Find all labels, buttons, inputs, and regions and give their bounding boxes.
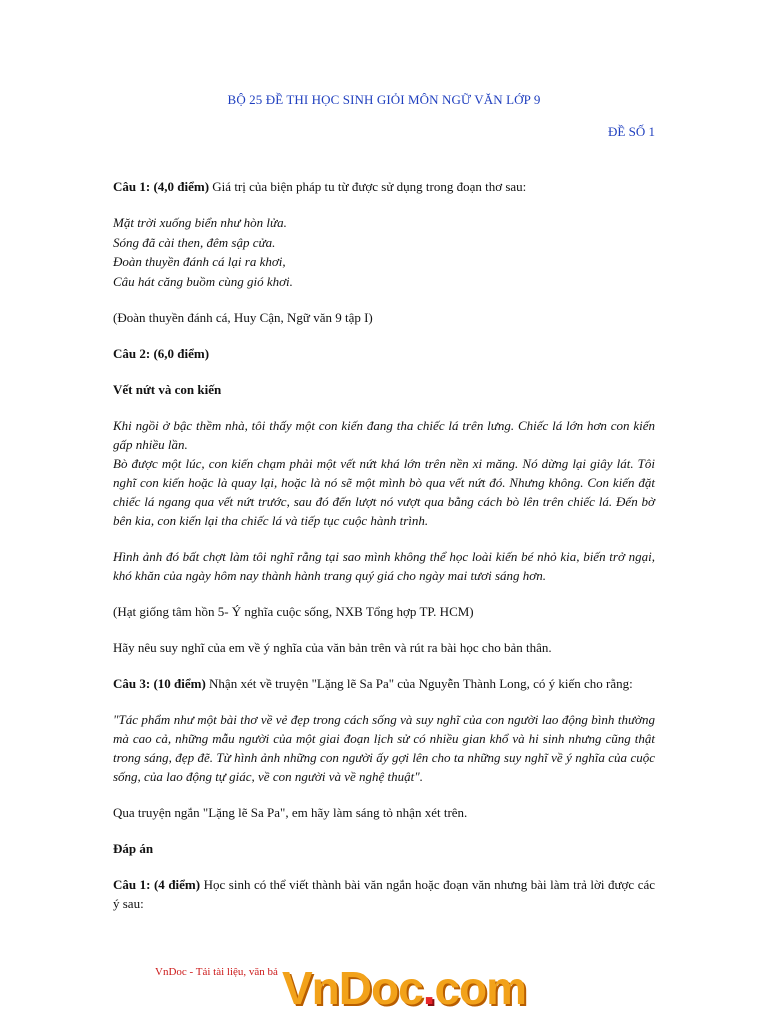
question-3 <box>113 674 655 693</box>
story-paragraph: Bò được một lúc, con kiến chạm phải một vết nứt khá lớn trên nền xi măng. Nó dừng lại giây lát. Tôi nghĩ con kiến hoặc là quay lại, hoặc là nó sẽ một mình bò qua vết nứt đó. Nhưng không. Con kiến đặt chiếc lá ngang qua vết nứt trước, sau đó đến lượt nó vượt qua bằng cách bò lên trên chiếc lá. Đến bờ bên kia, con kiến lại tha chiếc lá và tiếp tục cuộc hành trình. <box>113 456 655 528</box>
question-1-label: Câu 1: (4,0 điểm) <box>113 179 210 194</box>
question-2 <box>113 344 655 363</box>
story-source: (Hạt giống tâm hồn 5- Ý nghĩa cuộc sống, NXB Tổng hợp TP. HCM) <box>113 604 474 619</box>
poem-line: Mặt trời xuống biển như hòn lửa. <box>113 215 287 230</box>
question-3-text: Nhận xét về truyện "Lặng lẽ Sa Pa" của Nguyễn Thành Long, có ý kiến cho rằng: <box>205 676 633 691</box>
story-paragraph: Khi ngồi ở bậc thềm nhà, tôi thấy một con kiến đang tha chiếc lá trên lưng. Chiếc lá lớn hơn con kiến gấp nhiều lần. <box>113 418 655 452</box>
question-1-text: Giá trị của biện pháp tu từ được sử dụng trong đoạn thơ sau: <box>209 179 527 194</box>
poem-line: Sóng đã cài then, đêm sập cửa. <box>113 234 276 250</box>
story-paragraph: Hình ảnh đó bất chợt làm tôi nghĩ rằng tại sao mình không thể học loài kiến bé nhỏ kia, biến trở ngại, khó khăn của ngày hôm nay thành hành trang quý giá cho ngày mai tươi sáng hơn. <box>113 549 655 583</box>
vndoc-logo[interactable]: VnDoc.com <box>282 962 527 1014</box>
question-2-label: Câu 2: (6,0 điểm) <box>113 346 210 361</box>
footer-text: VnDoc - Tải tài liệu, văn bả <box>155 966 278 978</box>
story-text <box>113 416 655 530</box>
document-body <box>113 177 655 913</box>
poem-excerpt <box>113 213 655 291</box>
answer-heading: Đáp án <box>113 841 154 856</box>
poem-source: (Đoàn thuyền đánh cá, Huy Cận, Ngữ văn 9 tập I) <box>113 310 373 325</box>
question-3-label: Câu 3: (10 điểm) <box>113 676 206 691</box>
question-1 <box>113 177 655 196</box>
answer-1-text: Học sinh có thể viết thành bài văn ngắn hoặc đoạn văn nhưng bài làm trả lời được các ý sau: <box>113 877 656 911</box>
answer-1-label: Câu 1: (4 điểm) <box>113 877 201 892</box>
poem-line: Câu hát căng buồm cùng gió khơi. <box>113 273 293 289</box>
question-2-task: Hãy nêu suy nghĩ của em về ý nghĩa của văn bản trên và rút ra bài học cho bản thân. <box>113 640 552 655</box>
question-3-task: Qua truyện ngắn "Lặng lẽ Sa Pa", em hãy làm sáng tỏ nhận xét trên. <box>113 805 468 820</box>
document-title: BỘ 25 ĐỀ THI HỌC SINH GIỎI MÔN NGỮ VĂN LỚP 9 <box>227 92 541 107</box>
answer-1 <box>113 875 655 913</box>
question-3-quote: "Tác phẩm như một bài thơ về vẻ đẹp trong cách sống và suy nghĩ của con người lao động bình thường mà cao cả, những mẫu người của một giai đoạn lịch sử có nhiều gian khổ và hi sinh nhưng cũng thật trong sáng, đẹp đẽ. Từ hình ảnh những con người ấy gợi lên cho ta những suy nghĩ về ý nghĩa của cuộc sống, của lao động tự giác, về con người và về nghệ thuật". <box>113 712 655 784</box>
story-title: Vết nứt và con kiến <box>113 382 222 397</box>
exam-number: ĐỀ SỐ 1 <box>608 124 655 139</box>
poem-line: Đoàn thuyền đánh cá lại ra khơi, <box>113 254 286 269</box>
